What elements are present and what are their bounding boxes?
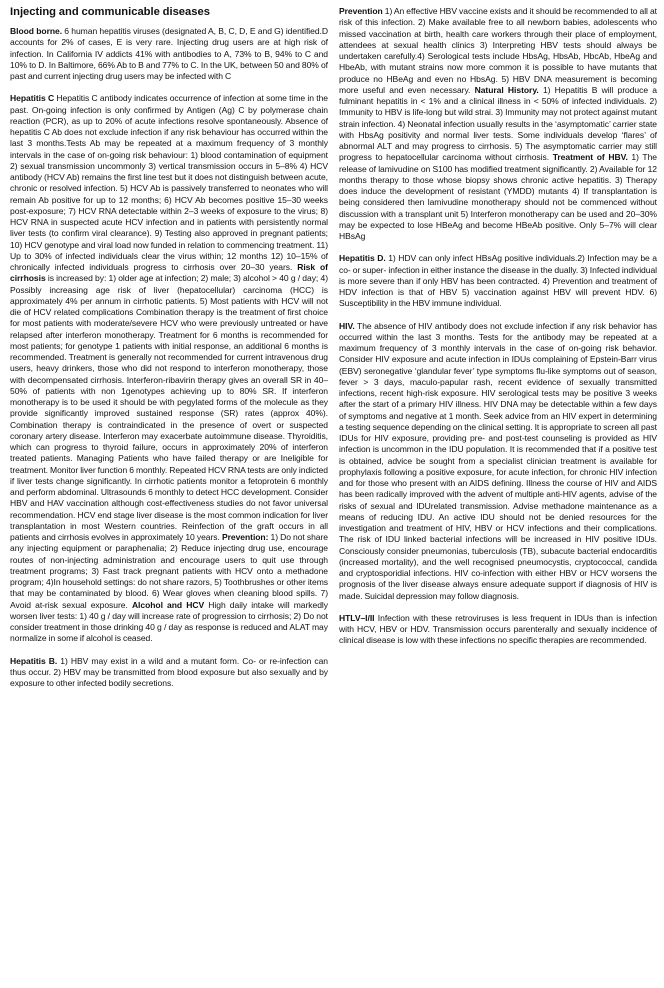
- hepatitis-c-text-2: is increased by: 1) older age at infection; 2) male; 3) alcohol > 40 g / day; 4) Possibly increasing age risk of liver (hepatocellular) carcinoma (HCC) is approximately 4% per annum in cirrhotic patients. 5) Most patients with HCV will not die of HCV related complications Combination therapy is the treatment of first choice for most patients with moderate/severe HCV who were previously untreated or have relapsed after interferon monotherapy. Treatment for 6 months is recommended for most patients; for genotype 1 patients with initial response, an additional 6 months is recommended. Treatment is generally not recommended for current intravenous drug users, heavy drinkers, those who did not respond to interferon monotherapy, those with decompensated cirrhosis. Interferon-ribavirin therapy gives an overall SR in 40–50% of patients with non 1genotypes achieving up to 80% SR. If interferon monotherapy is to be used it should be with pegylated forms of the molecule as they provide significantly improved sustained response (SR) rates (approx 40%). Combination therapy is contraindicated in the presence of overt or suspected coronary artery disease. Interferon may exacerbate autoimmune disease. Thyroiditis, which can progress to thyroid failure, occurs in approximately 20% of interferon treated patients. Managing Patients who have failed therapy or are Ineligible for treatment. Monitor liver function 6 monthly. Repeated HCV RNA tests are only indicted if liver tests change significantly. In cirrhotic patients monitor a fetoprotein 6 monthly and perform abdominal. Ultrasounds 6 monthly to detect HCC development. Consider HBV and HAV vaccination although cost-effectiveness studies do not favor universal recommendation. HCV end stage liver disease is the most common indication for liver transplantation in most Western countries. Reinfection of the graft occurs in all patients and cirrhosis evolves in approximately 10 years.: [10, 273, 328, 542]
- hepatitis-c-text-4: High daily intake will markedly worsen liver tests: 1) 40 g / day will increase rate of progression to cirrhosis; 2) Do not consider treatment in those drinking 40 g / day as response is reduced and ALAT may normalize in some if alcohol is ceased.: [10, 599, 328, 644]
- htlv-paragraph: [339, 613, 657, 647]
- hiv-paragraph: [339, 321, 657, 602]
- hepatitis-b-paragraph-cont: [339, 6, 657, 242]
- htlv-heading: HTLV–I/II: [339, 612, 375, 623]
- hbv-prevention-heading: Prevention: [339, 6, 383, 16]
- htlv-text: Infection with these retroviruses is less frequent in IDUs than is infection with HCV, HBV or HDV. Transmission occurs parenterally and sexually incidence of clinical disease is low with these infections no specific therapies are recommended.: [339, 612, 657, 646]
- right-column: [339, 6, 657, 658]
- hiv-text: The absence of HIV antibody does not exclude infection if any risk behavior has occurred within the last 3 months. Tests for the antibody may be repeated at a maximum frequency of 3 monthly intervals in the case of on-going risk behavior. Consider HIV exposure and acute infection in IDUs complaining of Epstein-Barr virus (EBV) seronegative ‘glandular fever’ type symptoms flu-like symptoms out of season, fever > 3 days, maculo-papular rash, recent evidence of sexually transmitted infections, recent high-risk exposure. HIV serological tests may be positive 3 weeks after the start of a primary HIV illness. HIV DNA may be detectable within a few days of symptoms and negative at 1 month. Seek advice from an HIV expert in determining a testing sequence depending on the clinical setting. It is appropriate to screen all past IDUs for HIV exposure, providing pre- and post-test counseling is provided as HIV infection is uncommon in the IDU population. It is recommended that if a positive test is obtained, advice be sought from a specialist clinician treatment is available for prophylaxis following a positive exposure, for acute infection, for chronic HIV infection and for those who present with an AIDS defining. Illness the course of HIV and AIDS has been radically improved with the advent of multiple anti-HIV agents, advise of the risks of sexual and IDUrelated transmission. Advise methadone maintenance as a means of reducing IDU. An active IDU should not be denied resources for the investigation and treatment of HIV, HBV or HCV infections and their complications. The risk of IDU linked bacterial infections will be increased in HIV positive IDUs. Consciously consider pneumonias, tuberculosis (TB), subacute bacterial endocarditis (increased mortality), and the well recognised pneumocystis, cryptococcal, candida and cryptosporidial infections. HIV co-infection with either HBV or HCV worsens the prognosis of the liver disease always ensure adequate support if diagnosis of HIV is made. Suicidal depression may follow diagnosis.: [339, 320, 657, 601]
- hepatitis-d-text: 1) HDV can only infect HBsAg positive individuals.2) Infection may be a co- or super- infection in either instance the disease in the dually. 3) Infected individual is more severe than if only HBV has been contracted. 4) Prevention and treatment of HDV infection is that of HBV 5) vaccination against HBV will prevent HDV. 6) Susceptibility in the HBV immune individual.: [339, 253, 657, 309]
- hepatitis-b-paragraph-start: [10, 656, 328, 690]
- hepatitis-c-text-3: 1) Do not share any injecting equipment or paraphenalia; 2) Reduce injecting drug use, encourage routes of non-injecting administration and encourage users to quit use through treatment programs; 3) Fast track pregnant patients with HCV onto a methadone program; 4)In household settings: do not share razors, 5) Toothbrushes or other items that may be contaminated by blood. 6) Wear gloves when cleaning blood spills. 7) Avoid at-risk sexual exposure.: [10, 532, 328, 610]
- hiv-heading: HIV.: [339, 320, 355, 331]
- hepatitis-b-text-4: 1) The release of lamivudine on S100 has modified treatment significantly. 2) Available for 12 months therapy to those whose biopsy shows chronic active hepatitis. 3) Therapy does induce the development of resistant (YMDD) mutants 4) If transplantation is being considered then lamivudine monotherapy should not be commenced without discussion with a transplant unit 5) Interferon monotherapy can be used and 20–30% may be expected to lose HBeAg and become HBeAb positive. Only 5–7% will clear HBsAg: [339, 152, 657, 241]
- hepatitis-b-text-2: 1) An effective HBV vaccine exists and it should be recommended to all at risk of this infection. 2) Make available free to all newborn babies, adolescents who missed vaccination at birth, health care workers through their place of employment, attendees at sexual health clinics 3) Interpreting HBV tests should always be undertaken carefully.4) Serological tests include HbsAg, HbsAb, HbcAb, HbeAg and HbeAb, with mutant strains now more common it is possible to have mutants that produce no HBeAg and even no HbsAg. 5) HBV DNA measurement is becoming more useful and even necessary.: [339, 6, 657, 95]
- hepatitis-c-heading: Hepatitis C: [10, 93, 55, 104]
- hepatitis-c-text-1: Hepatitis C antibody indicates occurrence of infection at some time in the past. On-going infection is only confirmed by Antigen (Ag) C by polymerase chain reaction (PCR), as up to 20% of acute infections resolve spontaneously. Absence of hepatitis C Ab does not exclude infection if any risk behaviour has occurred within the last 3 months.Tests Ab may be repeated at a maximum frequency of 3 monthly intervals in the case of on-going risk behaviour: 1) blood contamination of equipment 2) sexual transmission uncommonly 3) vertical transmission occurs in 5–8% 4) HCV antibody (HCV Ab) remains the first line test but it does not distinguish between acute, chronic or resolved infection. 5) HCV Ab is passively transferred to neonates who will remain Ab positive for up to 12 months; 6) HCV Ab becomes positive 15–30 weeks post-exposure; 7) HCV RNA detectable within 2–3 weeks of exposure to the virus; 8) HCV RNA in suspected acute HCV infection and in patients with persistently normal liver tests (to confirm viral clearance). 9) Testing also approved in pregnant patients; 10) HCV genotype and viral load now funded in relation to commencing treatment. 11) Up to 30% of infected individuals clear the virus within; 12 months 12) 10–15% of chronically infected individuals progress to cirrhosis over 20–30 years.: [10, 93, 328, 272]
- hepatitis-b-text-1: 1) HBV may exist in a wild and a mutant form. Co- or re-infection can thus occur. 2) HBV may be transmitted from blood exposure but also sexually and by exposure to other infected bodily secretions.: [10, 655, 329, 688]
- hepatitis-c-paragraph: [10, 93, 328, 644]
- blood-borne-paragraph: [10, 26, 328, 82]
- left-column: [10, 6, 328, 700]
- hepatitis-d-heading: Hepatitis D.: [339, 253, 386, 264]
- hepatitis-b-heading: Hepatitis B.: [10, 655, 58, 666]
- alcohol-hcv-heading: Alcohol and HCV: [131, 599, 205, 610]
- prevention-heading: Prevention:: [221, 532, 269, 542]
- hepatitis-b-text-3: 1) Hepatitis B will produce a fulminant hepatitis in < 1% and a clinical illness in < 50% of infected individuals. 2) Immunity to HBV is life-long but wild strai. 3) Immunity may not protect against mutant strain infection. 4) Neonatal infection usually results in the ‘asymptomatic’ carrier state with HbsAg positivity and normal liver tests. Some individuals develop ‘flares’ of abnormal ALT and may progress to cirrhosis. 5) The asymptomatic carrier may still progress to hepatocellular carcinoma without cirrhosis.: [339, 84, 657, 163]
- hepatitis-d-paragraph: [339, 253, 657, 309]
- natural-history-heading: Natural History.: [474, 84, 539, 95]
- page-title: Injecting and communicable diseases: [10, 6, 210, 18]
- blood-borne-heading: Blood borne.: [10, 26, 63, 36]
- blood-borne-text: 6 human hepatitis viruses (designated A, B, C, D, E and G) identified.D accounts for 2% of cases, E is very rare. Injecting drug users are at high risk of infection. In California IV addicts 41% with antibodies to A, 73% to B, 94% to C and 10% to D. In Baltimore, 66% Ab to B and 77% to C. In the UK, between 50 and 80% of past and current injecting drug users may be infected with C: [10, 26, 328, 81]
- treatment-hbv-heading: Treatment of HBV.: [552, 152, 628, 163]
- risk-of-cirrhosis-heading: Risk of cirrhosis: [10, 262, 328, 284]
